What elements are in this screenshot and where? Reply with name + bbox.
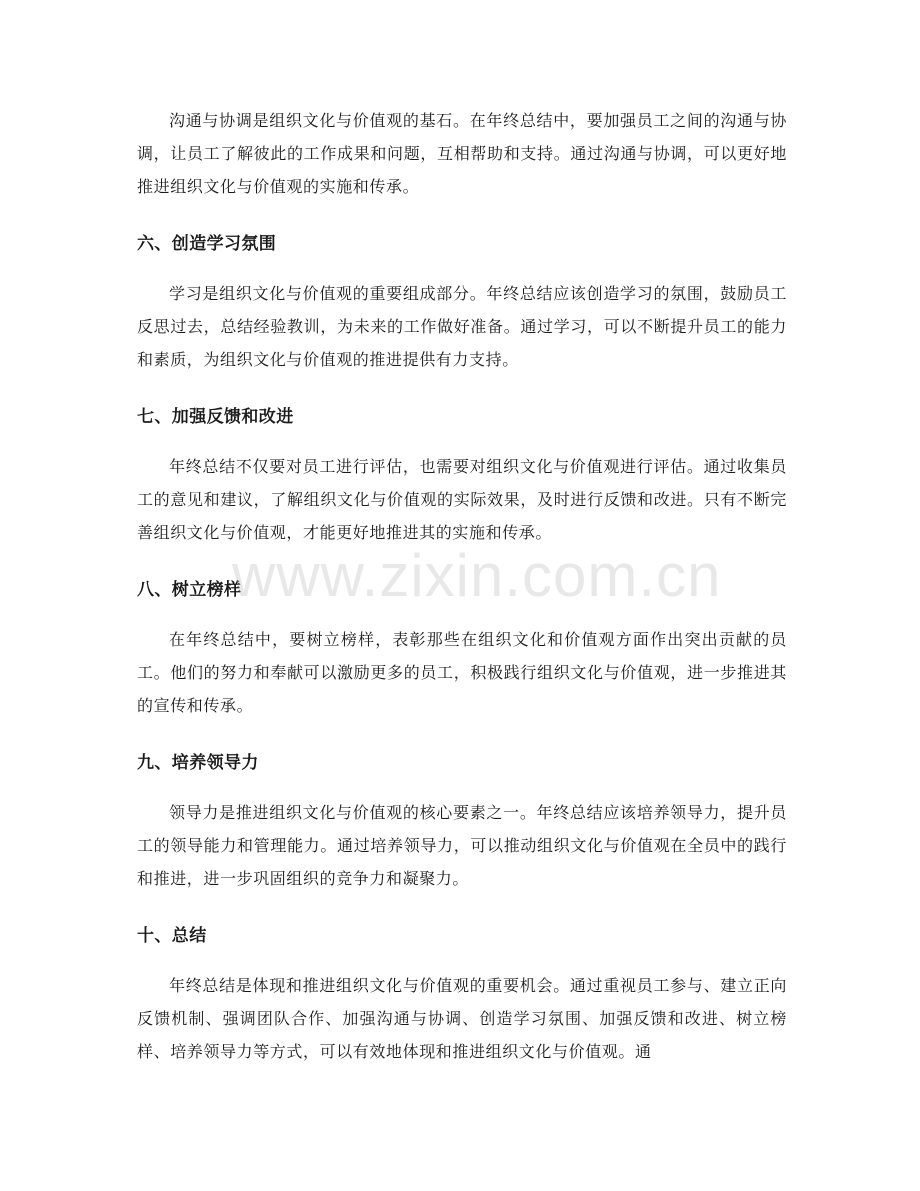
heading-learning-atmosphere: 六、创造学习氛围 — [137, 234, 277, 254]
watermark-text: www.zixin.com.cn — [232, 542, 722, 609]
paragraph-learning-atmosphere: 学习是组织文化与价值观的重要组成部分。年终总结应该创造学习的氛围，鼓励员工反思过去，总结经验教训，为未来的工作做好准备。通过学习，可以不断提升员工的能力和素质，为组织文化与价值观的推进提供有力支持。 — [137, 284, 787, 369]
heading-leadership: 九、培养领导力 — [137, 753, 259, 773]
heading-summary: 十、总结 — [137, 926, 207, 946]
paragraph-feedback-improvement: 年终总结不仅要对员工进行评估，也需要对组织文化与价值观进行评估。通过收集员工的意见和建议，了解组织文化与价值观的实际效果，及时进行反馈和改进。只有不断完善组织文化与价值观，才能更好地推进其的实施和传承。 — [137, 457, 787, 542]
paragraph-role-models: 在年终总结中，要树立榜样，表彰那些在组织文化和价值观方面作出突出贡献的员工。他们的努力和奉献可以激励更多的员工，积极践行组织文化与价值观，进一步推进其的宣传和传承。 — [137, 630, 787, 715]
paragraph-summary: 年终总结是体现和推进组织文化与价值观的重要机会。通过重视员工参与、建立正向反馈机制、强调团队合作、加强沟通与协调、创造学习氛围、加强反馈和改进、树立榜样、培养领导力等方式，可以有效地体现和推进组织文化与价值观。通 — [137, 976, 787, 1061]
paragraph-communication: 沟通与协调是组织文化与价值观的基石。在年终总结中，要加强员工之间的沟通与协调，让员工了解彼此的工作成果和问题，互相帮助和支持。通过沟通与协调，可以更好地推进组织文化与价值观的实施和传承。 — [137, 111, 787, 196]
heading-feedback-improvement: 七、加强反馈和改进 — [137, 407, 294, 427]
paragraph-leadership: 领导力是推进组织文化与价值观的核心要素之一。年终总结应该培养领导力，提升员工的领导能力和管理能力。通过培养领导力，可以推动组织文化与价值观在全员中的践行和推进，进一步巩固组织的竞争力和凝聚力。 — [137, 803, 787, 888]
heading-role-models: 八、树立榜样 — [137, 580, 242, 600]
